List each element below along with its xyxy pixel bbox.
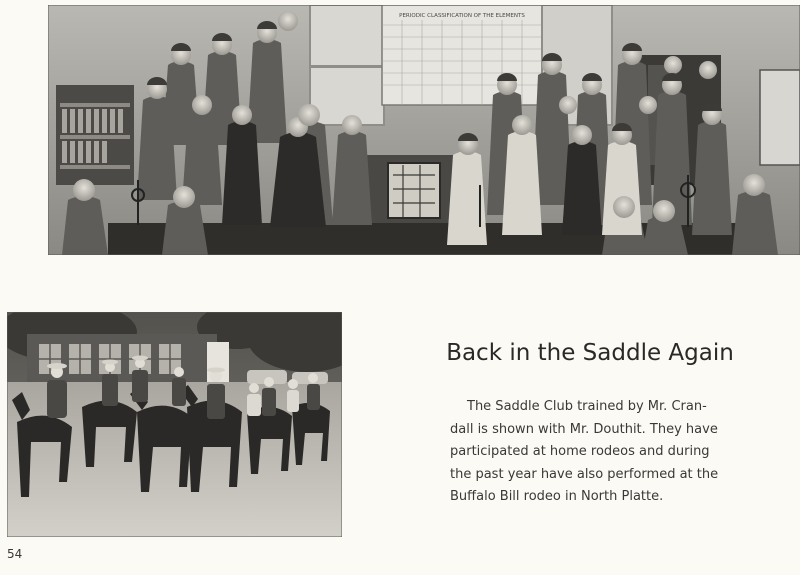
periodic-table-text: PERIODIC CLASSIFICATION OF THE ELEMENTS: [399, 13, 525, 19]
caption-line: participated at home rodeos and during: [450, 444, 710, 459]
classroom-photo: [48, 5, 800, 255]
saddle-club-photo: [7, 312, 342, 537]
caption-line: The Saddle Club trained by Mr. Cran-: [467, 399, 707, 414]
article-caption: [450, 396, 740, 509]
saddle-club-photo-art: [7, 312, 342, 537]
caption-line: Buffalo Bill rodeo in North Platte.: [450, 489, 664, 504]
classroom-photo-art: [48, 5, 800, 255]
caption-line: dall is shown with Mr. Douthit. They have: [450, 421, 718, 437]
article-heading: Back in the Saddle Again: [446, 340, 734, 366]
page-number: 54: [7, 547, 23, 561]
caption-line: the past year have also performed at the: [450, 466, 719, 482]
